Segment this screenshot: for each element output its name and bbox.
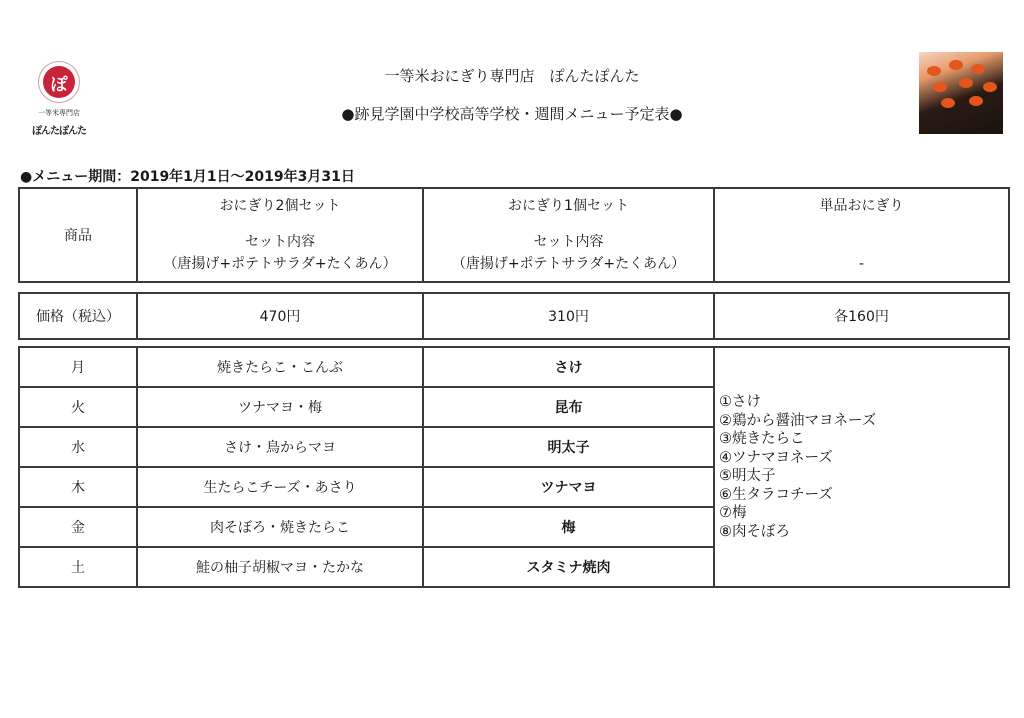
set1-menu-cell: 昆布 <box>423 387 714 427</box>
list-item: ③焼きたらこ <box>719 431 805 447</box>
logo-mark: ぽ <box>43 66 75 98</box>
set1-menu-cell: 明太子 <box>423 427 714 467</box>
day-cell: 木 <box>19 467 137 507</box>
day-cell: 火 <box>19 387 137 427</box>
weekly-menu-table <box>18 346 1010 588</box>
set1-contents-label: セット内容 <box>533 234 604 250</box>
page-subtitle: ●跡見学園中学校高等学校・週間メニュー予定表● <box>341 105 683 123</box>
set1-menu-cell: スタミナ焼肉 <box>423 547 714 587</box>
price-single: 各160円 <box>714 293 1009 339</box>
set2-cell <box>137 188 423 282</box>
set1-title: おにぎり1個セット <box>508 198 629 214</box>
list-item: ①さけ <box>719 394 761 410</box>
set1-contents: （唐揚げ+ポテトサラダ+たくあん） <box>451 256 686 272</box>
products-table <box>18 187 1010 283</box>
price-label: 価格（税込） <box>19 293 137 339</box>
list-item: ⑤明太子 <box>719 468 776 484</box>
price-set1: 310円 <box>423 293 714 339</box>
single-cell <box>714 188 1009 282</box>
logo-subtext: 一等米専門店 <box>38 109 80 117</box>
set2-menu-cell: 焼きたらこ・こんぶ <box>137 347 423 387</box>
day-cell: 月 <box>19 347 137 387</box>
set2-contents: （唐揚げ+ポテトサラダ+たくあん） <box>163 256 397 272</box>
single-contents: - <box>858 256 865 272</box>
price-set2: 470円 <box>137 293 423 339</box>
day-cell: 水 <box>19 427 137 467</box>
set1-menu-cell: さけ <box>423 347 714 387</box>
set2-contents-label: セット内容 <box>245 234 315 250</box>
set1-menu-cell: ツナマヨ <box>423 467 714 507</box>
menu-period: ●メニュー期間：2019年1月1日～2019年3月31日 <box>20 169 355 185</box>
list-item: ④ツナマヨネーズ <box>719 449 833 466</box>
set1-cell <box>423 188 714 282</box>
set2-menu-cell: さけ・鳥からマヨ <box>137 427 423 467</box>
single-title: 単品おにぎり <box>819 198 904 214</box>
list-item: ②鶏から醤油マヨネーズ <box>719 412 877 429</box>
day-cell: 土 <box>19 547 137 587</box>
set2-menu-cell: ツナマヨ・梅 <box>137 387 423 427</box>
set1-menu-cell: 梅 <box>423 507 714 547</box>
price-table <box>18 292 1010 340</box>
day-cell: 金 <box>19 507 137 547</box>
list-item: ⑧肉そぼろ <box>719 523 790 540</box>
list-item: ⑥生タラコチーズ <box>719 486 833 503</box>
set2-menu-cell: 鮭の柚子胡椒マヨ・たかな <box>137 547 423 587</box>
single-onigiri-list <box>714 347 1009 587</box>
set2-menu-cell: 肉そぼろ・焼きたらこ <box>137 507 423 547</box>
table-row <box>19 347 1009 387</box>
products-label: 商品 <box>19 188 137 282</box>
set2-title: おにぎり2個セット <box>219 198 341 214</box>
list-item: ⑦梅 <box>719 505 747 521</box>
logo-name: ぽんたぽんた <box>32 126 86 137</box>
set2-menu-cell: 生たらこチーズ・あさり <box>137 467 423 507</box>
shop-title: 一等米おにぎり専門店 ぽんたぽんた <box>384 67 640 85</box>
